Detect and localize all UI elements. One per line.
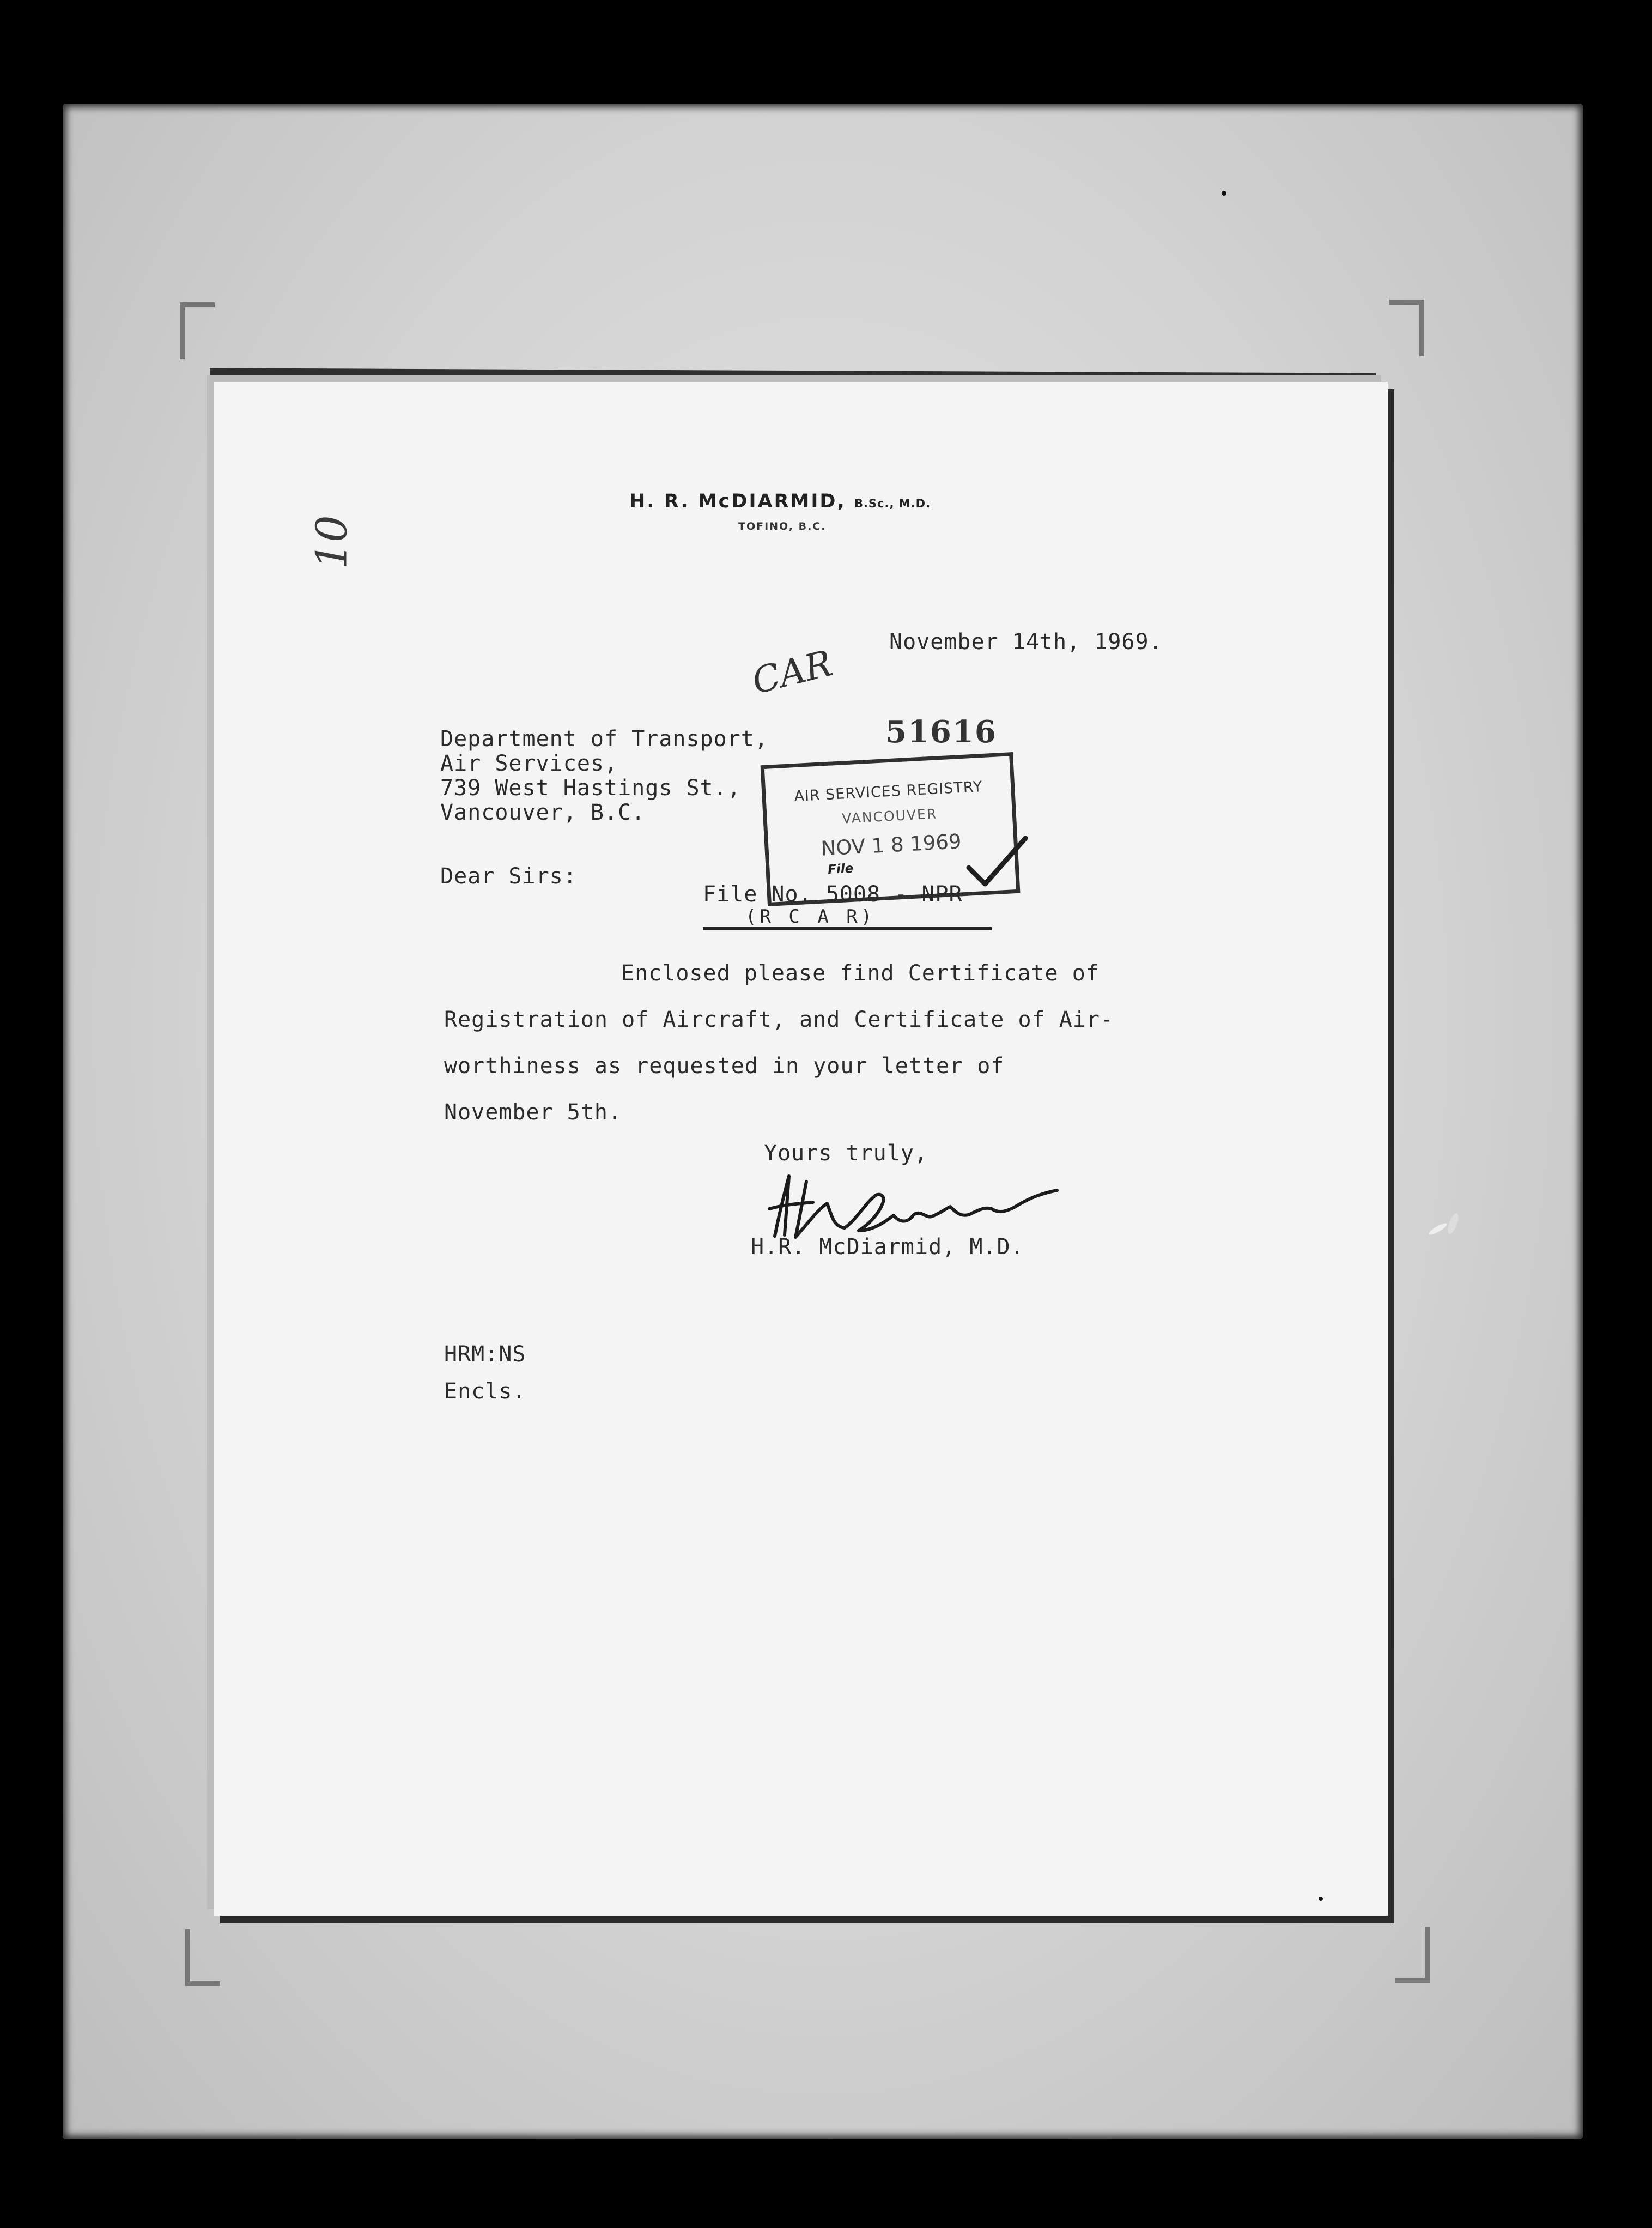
reference-initials: HRM:NS [444, 1342, 526, 1367]
file-reference-sub: (R C A R) [745, 906, 876, 928]
corner-bracket-bottom-left [185, 1929, 220, 1986]
salutation: Dear Sirs: [440, 864, 577, 889]
body-line: worthiness as requested in your letter of [444, 1054, 1005, 1079]
registry-number: 51616 [885, 714, 997, 750]
letterhead-name-text: H. R. McDIARMID, [629, 491, 846, 512]
stamp-file-label: File [827, 861, 854, 877]
stamp-date-line: NOV 1 8 1969 [820, 830, 962, 861]
address-line: Department of Transport, [440, 726, 768, 752]
margin-mark: 10 [307, 515, 357, 570]
corner-bracket-top-right [1389, 300, 1424, 356]
letter-date: November 14th, 1969. [889, 629, 1163, 655]
checkmark-icon [964, 834, 1030, 894]
body-line: Enclosed please find Certificate of [621, 961, 1100, 986]
letterhead-location: TOFINO, B.C. [738, 520, 827, 532]
address-line: 739 West Hastings St., [440, 776, 741, 801]
handwritten-signature [763, 1171, 1062, 1242]
address-line: Air Services, [440, 751, 618, 776]
corner-bracket-top-left [180, 302, 215, 359]
corner-bracket-bottom-right [1395, 1927, 1430, 1983]
file-reference: File No. 5008 - NPR [703, 882, 963, 907]
stamp-registry-line: AIR SERVICES REGISTRY [793, 778, 983, 806]
body-line: Registration of Aircraft, and Certificate of Air- [444, 1007, 1114, 1032]
address-line: Vancouver, B.C. [440, 800, 646, 825]
signatory-name: H.R. McDiarmid, M.D. [751, 1234, 1024, 1260]
dust-speck [1222, 191, 1226, 196]
closing: Yours truly, [764, 1141, 928, 1166]
stamp-city-line: VANCOUVER [841, 806, 938, 827]
handwritten-car-annotation: CAR [748, 642, 836, 703]
letterhead-credentials: B.Sc., M.D. [854, 497, 931, 510]
letterhead-name [629, 491, 931, 512]
dust-speck [1319, 1897, 1323, 1901]
enclosures-note: Encls. [444, 1379, 526, 1404]
body-line: November 5th. [444, 1100, 622, 1125]
